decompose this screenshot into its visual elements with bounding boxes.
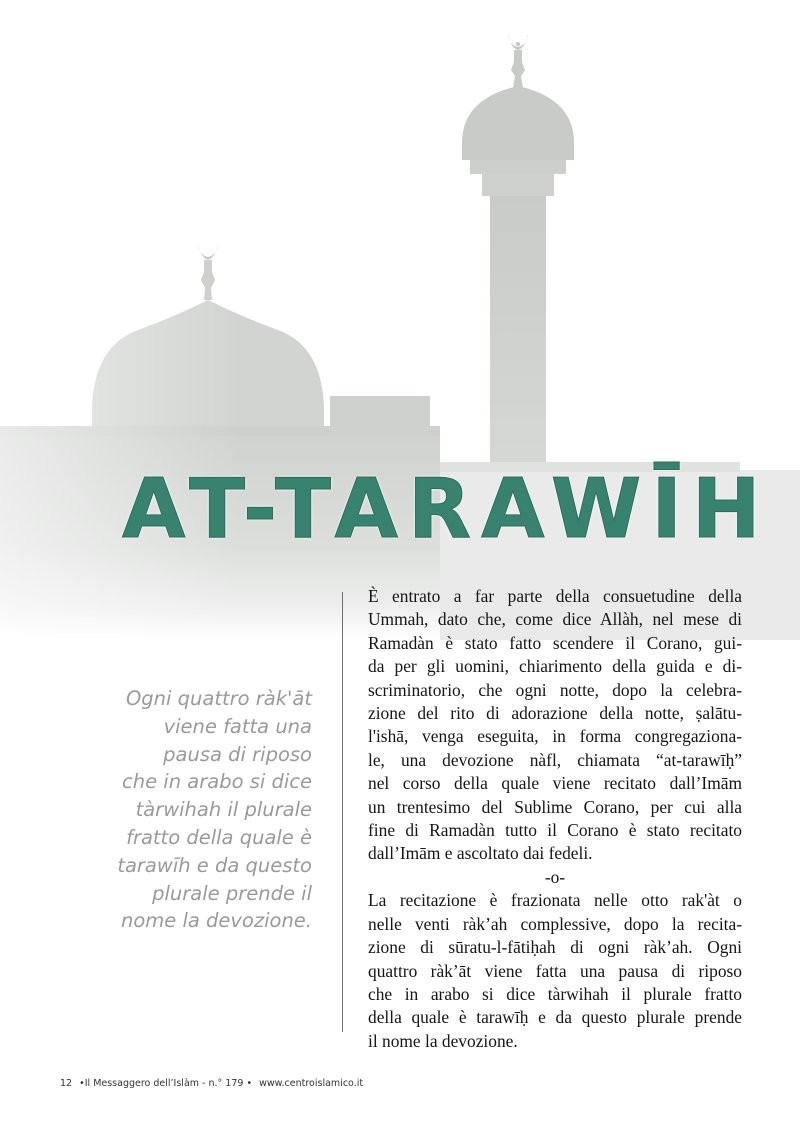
body-line: scriminatorio, che ogni notte, dopo la celebra- xyxy=(368,679,742,700)
body-line: da per gli uomini, chiarimento della guida e di- xyxy=(368,656,742,677)
section-separator: -o- xyxy=(544,866,566,887)
body-line: il nome la devozione. xyxy=(368,1030,518,1051)
column-divider xyxy=(342,592,343,1032)
body-line: fine di Ramadàn tutto il Corano è stato recitato xyxy=(368,820,742,841)
page-number: 12 xyxy=(60,1078,73,1089)
body-line: l'ishā, venga eseguita, in forma congregaziona- xyxy=(368,726,742,747)
magazine-name: •Il Messaggero dell’Islàm - n.° 179 • xyxy=(79,1078,253,1089)
pull-quote-line: nome la devozione. xyxy=(120,909,312,933)
body-line: le, una devozione nàfl, chiamata “at-tarawīḥ” xyxy=(368,749,742,770)
body-line: quattro ràk’āt viene fatta una pausa di riposo xyxy=(368,960,742,981)
body-line: Ummah, dato che, come dice Allàh, nel mese di xyxy=(368,609,742,630)
body-line: zione di sūratu-l-fātiḥah di ogni ràk’ah. Ogni xyxy=(368,937,742,958)
body-line: Ramadàn è stato fatto scendere il Corano, gui- xyxy=(368,632,742,653)
pull-quote-line: che in arabo si dice xyxy=(122,770,312,794)
pull-quote xyxy=(80,685,312,935)
website-link[interactable]: www.centroislamico.it xyxy=(259,1078,364,1089)
pull-quote-line: plurale prende il xyxy=(152,881,312,905)
body-line: dall’Imām e ascoltato dai fedeli. xyxy=(368,843,593,864)
body-line: zione del rito di adorazione della notte, ṣalātu- xyxy=(368,703,742,724)
body-line: della quale è tarawīḥ e da questo plurale prende xyxy=(368,1007,742,1028)
page-footer xyxy=(60,1078,363,1089)
body-line: nel corso della quale viene recitato dall’Imām xyxy=(368,773,742,794)
pull-quote-line: pausa di riposo xyxy=(163,742,312,766)
body-line: che in arabo si dice tàrwihah il plurale fratto xyxy=(368,983,742,1004)
body-line: nelle venti ràk’ah complessive, dopo la recita- xyxy=(368,913,742,934)
body-line: La recitazione è frazionata nelle otto rak'àt o xyxy=(368,890,742,911)
pull-quote-line: viene fatta una xyxy=(163,714,312,738)
article-body xyxy=(368,585,742,1053)
pull-quote-line: tarawīh e da questo xyxy=(117,853,312,877)
article-title: AT-TARAWĪH xyxy=(122,462,771,557)
pull-quote-line: fratto della quale è xyxy=(126,825,312,849)
body-line: un trentesimo del Sublime Corano, per cui alla xyxy=(368,796,742,817)
pull-quote-line: tàrwihah il plurale xyxy=(135,798,312,822)
pull-quote-line: Ogni quattro ràk'āt xyxy=(125,687,312,710)
body-line: È entrato a far parte della consuetudine della xyxy=(368,586,742,606)
